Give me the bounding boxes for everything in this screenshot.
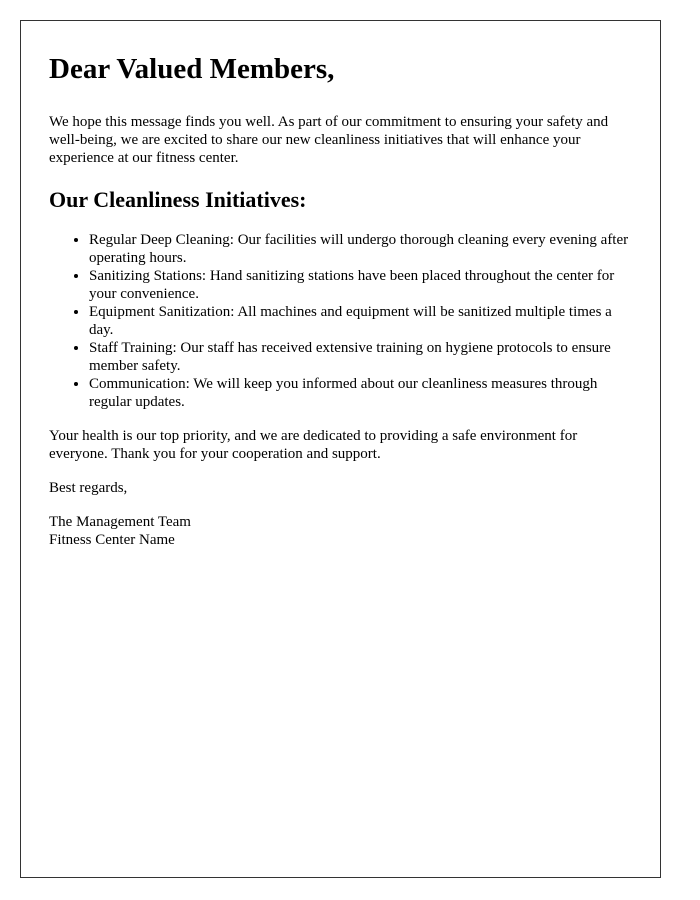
list-item: • Equipment Sanitization: All machines and equipment will be sanitized multiple times a day. — [89, 303, 632, 339]
list-item: • Communication: We will keep you informed about our cleanliness measures through regular updates. — [89, 375, 632, 411]
initiatives-list — [49, 231, 632, 411]
closing-paragraph: Your health is our top priority, and we are dedicated to providing a safe environment for everyone. Thank you for your cooperation and support. — [49, 428, 578, 462]
list-item: • Staff Training: Our staff has received extensive training on hygiene protocols to ensure member safety. — [89, 339, 632, 375]
letter-container — [20, 20, 661, 878]
list-item: • Sanitizing Stations: Hand sanitizing stations have been placed throughout the center for your convenience. — [89, 267, 632, 303]
letter-greeting: Dear Valued Members, — [49, 53, 335, 85]
intro-paragraph: We hope this message finds you well. As part of our commitment to ensuring your safety and well-being, we are excited to share our new cleanliness initiatives that will enhance your experience at our fitness center. — [49, 114, 609, 166]
signature-organization: Fitness Center Name — [49, 532, 175, 548]
signoff: Best regards, — [49, 480, 128, 496]
list-item: • Regular Deep Cleaning: Our facilities will undergo thorough cleaning every evening after operating hours. — [89, 231, 632, 267]
section-title: Our Cleanliness Initiatives: — [49, 187, 307, 212]
signature-team: The Management Team — [49, 514, 191, 530]
signature-block — [49, 513, 632, 549]
